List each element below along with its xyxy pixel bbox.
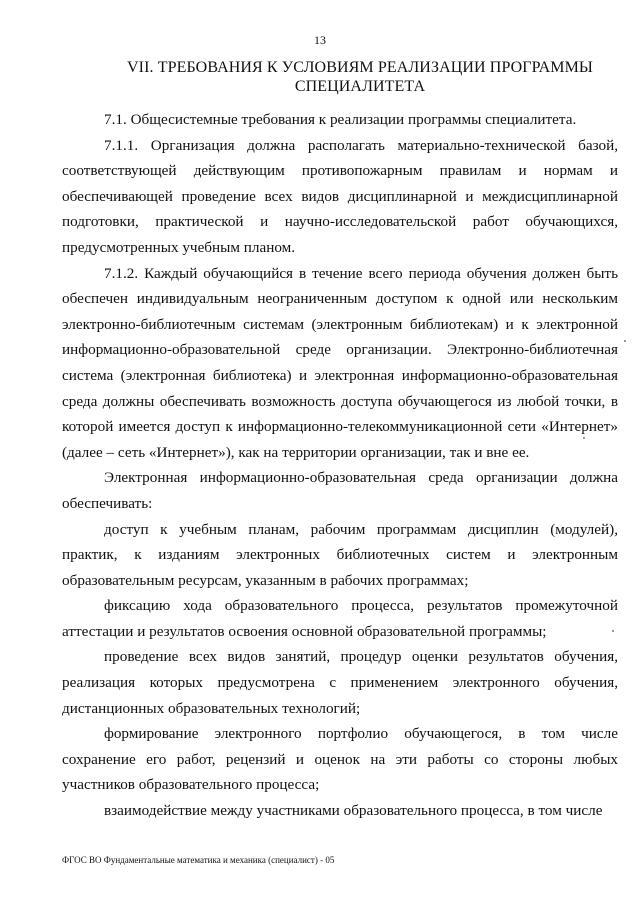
list-item-portfolio: формирование электронного портфолио обучающегося, в том числе сохранение его работ, рецензий и оценок на эти работы со стороны любых участников образовательного процесса; <box>62 725 618 794</box>
list-item-access: доступ к учебным планам, рабочим программам дисциплин (модулей), практик, к изданиям электронных библиотечных систем и электронным образовательным ресурсам, указанным в рабочих программах; <box>62 520 618 589</box>
page-number: 13 <box>314 33 326 47</box>
scan-speck <box>624 340 626 342</box>
section-heading-line-1: VII. ТРЕБОВАНИЯ К УСЛОВИЯМ РЕАЛИЗАЦИИ ПРОГРАММЫ <box>127 59 593 76</box>
scan-speck <box>612 630 614 632</box>
list-item-recording: фиксацию хода образовательного процесса, результатов промежуточной аттестации и результатов освоения основной образовательной программы; <box>62 597 618 640</box>
list-item-conducting: проведение всех видов занятий, процедур оценки результатов обучения, реализация которых предусмотрена с применением электронного обучения, дистанционных образовательных технологий; <box>62 648 618 717</box>
section-heading <box>80 58 640 96</box>
paragraph-7-1: 7.1. Общесистемные требования к реализации программы специалитета. <box>104 111 577 128</box>
paragraph-7-1-2: 7.1.2. Каждый обучающийся в течение всего периода обучения должен быть обеспечен индивидуальным неограниченным доступом к одной или нескольким электронно-библиотечным системам (электронным библиотекам) и к электронной информационно-образовательной среде организации. Электронно-библиотечная система (электронная библиотека) и электронная информационно-образовательная среда должны обеспечивать возможность доступа обучающегося из любой точки, в которой имеется доступ к информационно-телекоммуникационной сети «Интернет» (далее – сеть «Интернет»), как на территории организации, так и вне ее. <box>62 264 618 461</box>
section-heading-line-2: СПЕЦИАЛИТЕТА <box>294 78 426 95</box>
paragraph-7-1-1: 7.1.1. Организация должна располагать материально-технической базой, соответствующей действующим противопожарным правилам и нормам и обеспечивающей проведение всех видов дисциплинарной и междисциплинарной подготовки, практической и научно-исследовательской работ обучающихся, предусмотренных учебным планом. <box>62 136 618 256</box>
body-text <box>62 107 618 824</box>
scan-speck <box>583 437 585 439</box>
footer-note: ФГОС ВО Фундаментальные математика и механика (специалист) - 05 <box>62 855 335 865</box>
list-item-interaction: взаимодействие между участниками образовательного процесса, в том числе <box>104 802 603 820</box>
paragraph-environment-intro: Электронная информационно-образовательная среда организации должна обеспечивать: <box>62 469 618 512</box>
